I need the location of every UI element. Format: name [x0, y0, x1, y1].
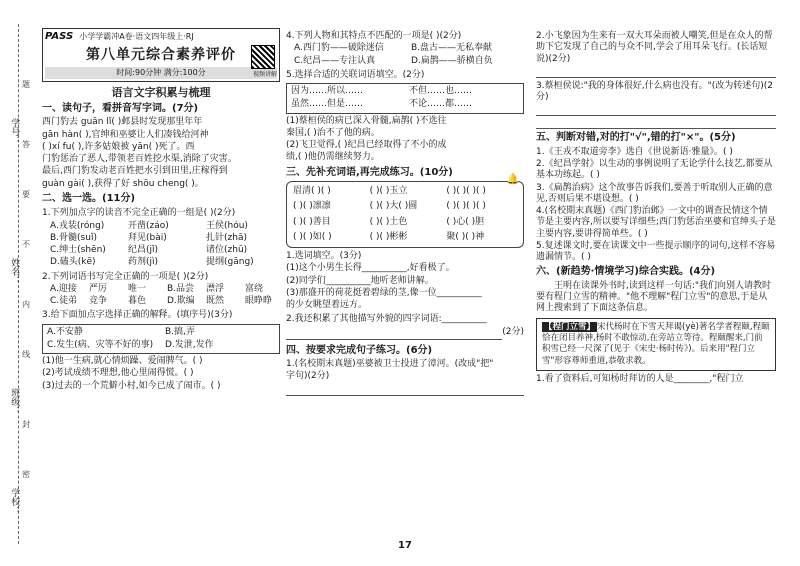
- q5-conjunction-box: [286, 83, 524, 114]
- column-3: [536, 28, 776, 387]
- text-line: 1.看了资料后,可知杨时拜访的人是________,"程门立: [536, 374, 744, 385]
- text-line: 字句)(2分): [286, 371, 330, 382]
- answer-line[interactable]: [536, 67, 776, 78]
- question-s4-2: 2.小飞象因为生来有一双大耳朵而被人嘲笑,但是在众人的帮助下它发现了自己的与众不同,学会了用耳朵飞行。(长话短说)(2分): [536, 31, 773, 64]
- bind-char: 线: [22, 350, 30, 359]
- option: 药剂(jì): [128, 257, 159, 268]
- answer-line[interactable]: [536, 118, 776, 129]
- bind-char: 不: [22, 240, 30, 249]
- idiom-cell[interactable]: ( )( )凛凛: [293, 201, 331, 212]
- text-line: 1.(名校期末真题)巫婆被卫士投进了漳河。(改成"把": [286, 359, 494, 369]
- section-2-title: 二、选一选。(11分): [42, 192, 136, 204]
- q3-item: (3)过去的一个荒僻小村,如今已成了闹市。( ): [42, 380, 221, 391]
- option: 眼睁睁: [245, 296, 273, 306]
- exercise-2: 2.我还积累了其他描写外貌的四字词语:__________: [286, 314, 487, 325]
- points-label: (2分): [502, 326, 524, 337]
- definition: A.不安静: [47, 326, 83, 337]
- option[interactable]: A.迎接: [50, 283, 77, 294]
- text-line: (2)飞卫觉得,( )纪昌已经取得了不小的成: [286, 140, 447, 150]
- text-line: (3)那盛开的荷花挺着碧绿的茎,像一位__________: [286, 287, 482, 298]
- option: 漂浮: [206, 283, 225, 294]
- bind-char: 密: [22, 470, 30, 479]
- q3-definition-box: [42, 324, 280, 355]
- option[interactable]: D.磕头(kē): [50, 257, 96, 268]
- q1-options: [50, 221, 280, 269]
- option: 拜见(bài): [128, 232, 167, 243]
- idiom-story-box: [536, 318, 776, 372]
- answer-line[interactable]: [286, 329, 502, 340]
- definition: B.搞,弄: [165, 326, 195, 337]
- idiom-cell[interactable]: ( )( )大( )圆: [369, 201, 418, 212]
- school-label: 学校：: [9, 488, 20, 515]
- question-2: 2.下列词语书写完全正确的一项是( )(2分): [42, 271, 209, 282]
- judge-item: 3.《扁鹊治病》这个故事告诉我们,要善于听取别人正确的意见,否则后果不堪设想。( ): [536, 182, 773, 204]
- bind-char: 内: [22, 300, 30, 309]
- idiom-cell[interactable]: ( )( )( )( ): [446, 186, 486, 196]
- option[interactable]: A.戎装(róng): [50, 220, 105, 231]
- option: 开凿(záo): [128, 220, 169, 231]
- conjunction: 因为……所以……: [291, 86, 364, 96]
- option[interactable]: A.西门豹——破除迷信: [294, 43, 384, 54]
- q3-item: (1)他一生病,就心情烦躁、爱闹脾气。( ): [42, 356, 203, 366]
- page-number: 17: [398, 540, 412, 551]
- section-3-title: 三、先补充词语,再完成练习。(10分): [286, 166, 453, 178]
- q4-options: [294, 43, 524, 67]
- idiom-cell[interactable]: ( )( )玉立: [369, 186, 408, 196]
- section-1-title: 一、读句子，看拼音写字词。(7分): [42, 102, 199, 114]
- definition: D.发泄,发作: [165, 339, 214, 350]
- section-5-title: 五、判断对错,对的打"√",错的打"×"。(5分): [536, 132, 736, 144]
- judge-item: 1.《王戎不取道旁李》选自《世说新语·雅量》。( ): [536, 146, 733, 157]
- exam-meta: 时间:90分钟 满分:100分: [45, 67, 277, 79]
- story-text: 宋代杨时在下雪天拜谒(yè)著名学者程颐,程颐恰在闭目养神,杨时不敢惊动,在旁站立等待。程颐醒来,门前积雪已经一尺深了(见于《宋史·杨时传》)。后来用"程门立雪"形容尊师重道,恭敬求教。: [542, 321, 770, 366]
- bell-icon: 🔔: [506, 174, 519, 185]
- definition: C.发生(病、灾等不好的事): [47, 339, 154, 350]
- idiom-cell[interactable]: ( )( )( )( ): [446, 201, 486, 212]
- question-5: 5.选择合适的关联词语填空。(2分): [286, 69, 425, 80]
- text-line: gān hàn( ),官绅和巫婆让人们凑钱给河神: [42, 129, 209, 140]
- bind-char: 要: [22, 190, 30, 199]
- option: 提纲(gāng): [206, 257, 254, 268]
- idiom-cell[interactable]: ( )( )土色: [369, 216, 408, 227]
- page-title: 第八单元综合素养评价: [86, 46, 236, 63]
- text-line: 秦国,( )治不了他的病。: [286, 127, 380, 138]
- text-line: 的少女眺望着远方。: [286, 300, 368, 310]
- option[interactable]: D.扁鹊——骄横自负: [411, 55, 493, 66]
- conjunction: 虽然……但是……: [291, 99, 364, 110]
- judge-item: 5.复述课文时,要在读课文中一些提示顺序的词句,这样不容易遗漏情节。( ): [536, 240, 776, 262]
- question-3: 3.给下面加点字选择正确的解释。(填序号)(3分): [42, 310, 233, 321]
- idiom-cell[interactable]: ( )心( )胆: [446, 216, 485, 227]
- option: 扎针(zhā): [206, 232, 247, 243]
- judge-item: 4.(名校期末真题)《西门豹治邺》一文中的调查民情这个情节是主要内容,所以要写详细些;西门豹惩治巫婆和官绅头子是主要内容,要讲得简单些。( ): [536, 206, 776, 239]
- option[interactable]: B.盘古——无私奉献: [411, 43, 493, 54]
- student-name-label: 姓名：: [9, 258, 20, 285]
- option: 王侯(hóu): [206, 220, 248, 231]
- option: 诸位(zhū): [206, 245, 248, 255]
- text-line: ( )xí fu( ),许多姑娘被 yān( )死了。西: [42, 141, 195, 152]
- idiom-cell[interactable]: 聚( )( )神: [446, 231, 485, 242]
- qr-code-icon[interactable]: [251, 45, 275, 69]
- option: 富绕: [245, 283, 264, 294]
- option[interactable]: D.欺编: [167, 296, 195, 306]
- idiom-cell[interactable]: ( )( )如( ): [293, 231, 332, 242]
- text-line: 西门豹去 guān lǐ( )邺县时发现那里年年: [42, 117, 203, 128]
- conjunction: 不但……也……: [409, 86, 473, 96]
- idiom-fill-box: [286, 174, 524, 248]
- text-line: (1)蔡桓侯的病已深入骨髓,扁鹊( )不选往: [286, 115, 447, 126]
- section-6-title: 六、(新趋势·情境学习)综合实践。(4分): [536, 266, 716, 278]
- option: 竞争: [89, 296, 108, 306]
- part-title: 语言文字积累与梳理: [111, 86, 211, 99]
- exercise-1: 1.选词填空。(3分): [286, 251, 362, 261]
- text-line: (1)这个小男生长得__________,好看极了。: [286, 263, 455, 274]
- option: 纪昌(jǐ): [128, 245, 159, 255]
- column-2: [286, 28, 524, 398]
- option: 唯一: [128, 283, 147, 294]
- option[interactable]: C.纪昌——专注认真: [294, 55, 376, 66]
- story-tag: 【程门立雪】: [544, 321, 596, 332]
- option: 既然: [206, 296, 225, 306]
- text-line: 绩,( )他仍需继续努力。: [286, 152, 380, 163]
- question-s4-3: 3.蔡桓侯说:"我的身体很好,什么病也没有。"(改为转述句)(2分): [536, 80, 774, 102]
- section-4-title: 四、按要求完成句子练习。(6分): [286, 344, 433, 356]
- idiom-cell[interactable]: ( )( )彬彬: [369, 231, 408, 242]
- text-line: 最后,西门豹发动老百姓把水引到田里,庄稼得到: [42, 166, 228, 177]
- judge-item: 2.《纪昌学射》以生动的事例说明了无论学什么技艺,都要从基本功练起。( ): [536, 159, 773, 181]
- answer-line[interactable]: [286, 385, 524, 396]
- bind-char: 封: [22, 420, 30, 429]
- class-label: 班级：: [9, 388, 20, 415]
- question-4: 4.下列人物和其特点不匹配的一项是( )(2分): [286, 31, 462, 41]
- series-label: 小学学霸冲A卷·语文四年级上·RJ: [79, 32, 194, 42]
- text-line: 门豹惩治了恶人,带领老百姓挖水渠,消除了灾害。: [42, 154, 237, 164]
- bind-char: 题: [22, 80, 30, 89]
- conjunction: 不论……都……: [409, 99, 473, 110]
- option[interactable]: C.徒弟: [50, 296, 78, 306]
- q2-options: [50, 284, 280, 308]
- student-id-label: 学号：: [9, 118, 20, 145]
- idiom-cell[interactable]: ( )( )善目: [293, 216, 331, 227]
- text-line: (2)同学们__________地听老师讲解。: [286, 275, 434, 286]
- option[interactable]: B.骨髓(suǐ): [50, 232, 97, 243]
- brand-logo: PASS: [45, 31, 74, 42]
- qr-label: 视频讲解: [252, 71, 277, 78]
- column-1: [42, 28, 280, 393]
- idiom-cell[interactable]: 眉清( )( ): [293, 186, 331, 196]
- answer-line[interactable]: [536, 105, 776, 116]
- bind-char: 答: [22, 140, 30, 149]
- option[interactable]: C.绅士(shēn): [50, 245, 106, 255]
- question-1: 1.下列加点字的读音不完全正确的一组是( )(2分): [42, 208, 236, 219]
- binding-sidebar: [0, 0, 40, 566]
- option: 严厉: [89, 283, 108, 294]
- context-paragraph: 王明在读课外书时,读到这样一句话:"我们向别人请教时要有程门立雪的精神。"他不理解"程门立雪"的意思,于是从网上搜索到了下面这条信息。: [536, 280, 772, 314]
- option[interactable]: B.品尝: [167, 283, 195, 294]
- option: 暮色: [128, 296, 147, 306]
- exam-header: [42, 28, 280, 82]
- q3-item: (2)考试成绩不理想,他心里闹得慌。( ): [42, 368, 194, 379]
- text-line: guàn gài( ),获得了好 shōu cheng( )。: [42, 178, 204, 189]
